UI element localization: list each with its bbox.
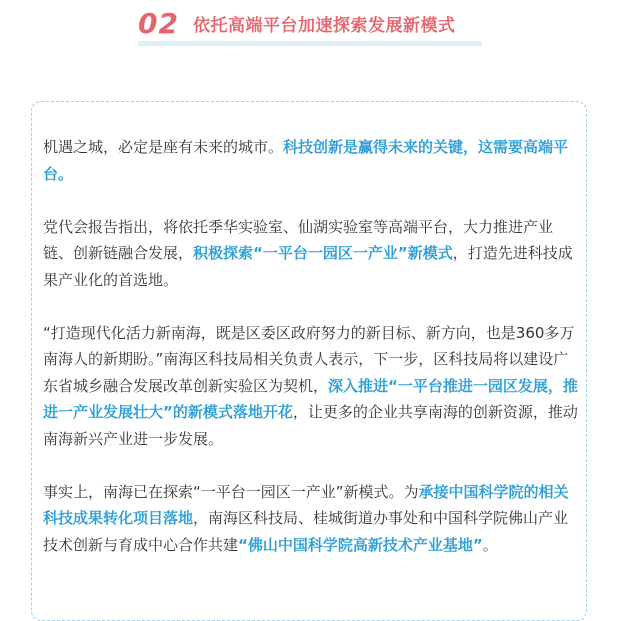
paragraph-2-text-2: ，打造先进科技成果产业化的首选地。 (43, 244, 573, 289)
paragraph-1-text-1: 机遇之城，必定是座有未来的城市。 (43, 138, 284, 156)
paragraph-3-text-1: “打造现代化活力新南海，既是区委区政府努力的新目标、新方向，也是360多万南海人的新期盼。”南海区科技局相关负责人表示，下一步，区科技局将以建设广东省城乡融合发展改革创新实验区为契机， (43, 323, 575, 395)
paragraph-2-text-1: 党代会报告指出，将依托季华实验室、仙湖实验室等高端平台，大力推进产业链、创新链融合发展， (43, 217, 554, 262)
paragraph-2-highlight-1: 积极探索“一平台一园区一产业”新模式 (193, 244, 453, 262)
section-header (0, 0, 620, 50)
section-heading (138, 6, 455, 40)
paragraph-3-highlight-1: 深入推进“一平台推进一园区发展，推进一产业发展壮大”的新模式落地开花 (43, 376, 578, 421)
heading-underline (138, 41, 482, 46)
article-body (43, 134, 581, 585)
section-title: 依托高端平台加速探索发展新模式 (192, 15, 456, 36)
paragraph-3 (43, 320, 581, 453)
paragraph-4-highlight-2: “佛山中国科学院高新技术产业基地” (238, 535, 483, 554)
section-number: 02 (138, 6, 179, 40)
paragraph-1 (43, 134, 581, 187)
paragraph-2 (43, 214, 581, 294)
paragraph-3-text-2: ，让更多的企业共享南海的创新资源，推动南海新兴产业进一步发展。 (43, 403, 578, 448)
paragraph-4-highlight-1: 承接中国科学院的相关科技成果转化项目落地 (43, 482, 569, 527)
paragraph-4 (43, 479, 581, 559)
paragraph-4-text-1: 事实上，南海已在探索“一平台一园区一产业”新模式。为 (43, 482, 419, 501)
paragraph-4-text-3: 。 (482, 535, 498, 554)
paragraph-1-highlight-1: 科技创新是赢得未来的关键，这需要高端平台。 (43, 138, 569, 183)
paragraph-4-text-2: ，南海区科技局、桂城街道办事处和中国科学院佛山产业技术创新与育成中心合作共建 (43, 509, 569, 554)
